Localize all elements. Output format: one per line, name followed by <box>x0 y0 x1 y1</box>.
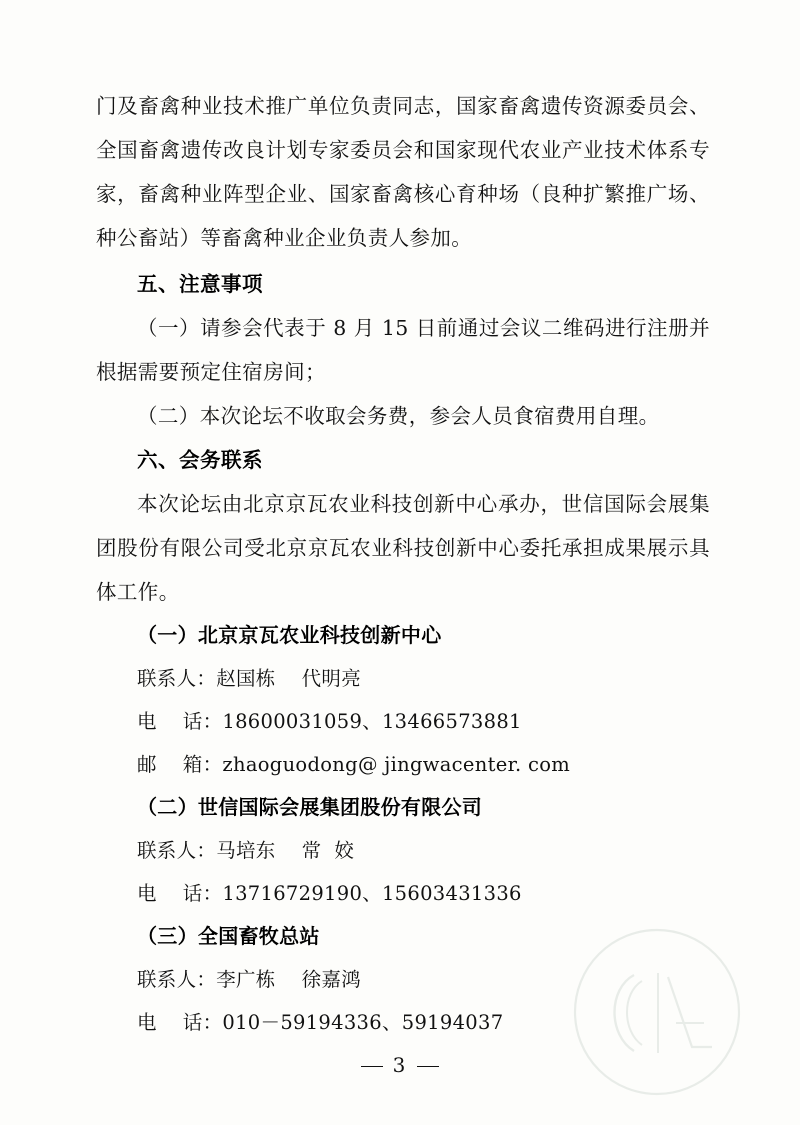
page-number <box>0 1053 800 1077</box>
contact-person: 联系人：马培东 常 姣 <box>137 839 355 862</box>
contact-person: 联系人：赵国栋 代明亮 <box>137 667 361 690</box>
section-heading-six: 六、会务联系 <box>137 448 263 472</box>
page-number-value: 3 <box>392 1053 408 1077</box>
contact-phone: 电 话：18600031059、13466573881 <box>137 710 522 733</box>
paragraph-section-six-body: 本次论坛由北京京瓦农业科技创新中心承办，世信国际会展集团股份有限公司受北京京瓦农业科技创新中心委托承担成果展示具体工作。 <box>96 492 710 604</box>
page-content <box>96 84 710 1044</box>
contact-title: （二）世信国际会展集团股份有限公司 <box>137 795 483 819</box>
contact-block-3 <box>96 915 710 1044</box>
paragraph-continuation: 门及畜禽种业技术推广单位负责同志，国家畜禽遗传资源委员会、全国畜禽遗传改良计划专家委员会和国家现代农业产业技术体系专家，畜禽种业阵型企业、国家畜禽核心育种场（良种扩繁推广场、种公畜站）等畜禽种业企业负责人参加。 <box>96 94 710 250</box>
contact-email: 邮 箱：zhaoguodong@ jingwacenter. com <box>137 753 571 776</box>
contact-block-2 <box>96 786 710 915</box>
contact-title: （三）全国畜牧总站 <box>137 924 320 948</box>
page-number-dash-left <box>361 1066 383 1068</box>
contact-phone: 电 话：13716729190、15603431336 <box>137 882 522 905</box>
paragraph-note-one: （一）请参会代表于 8 月 15 日前通过会议二维码进行注册并根据需要预定住宿房间； <box>96 316 710 384</box>
contact-title: （一）北京京瓦农业科技创新中心 <box>137 623 442 647</box>
section-heading-five: 五、注意事项 <box>137 272 263 296</box>
paragraph-note-two: （二）本次论坛不收取会务费，参会人员食宿费用自理。 <box>137 404 660 428</box>
page-number-dash-right <box>417 1066 439 1068</box>
contact-block-1 <box>96 614 710 786</box>
contact-person: 联系人：李广栋 徐嘉鸿 <box>137 968 361 991</box>
contact-phone: 电 话：010－59194336、59194037 <box>137 1011 504 1034</box>
